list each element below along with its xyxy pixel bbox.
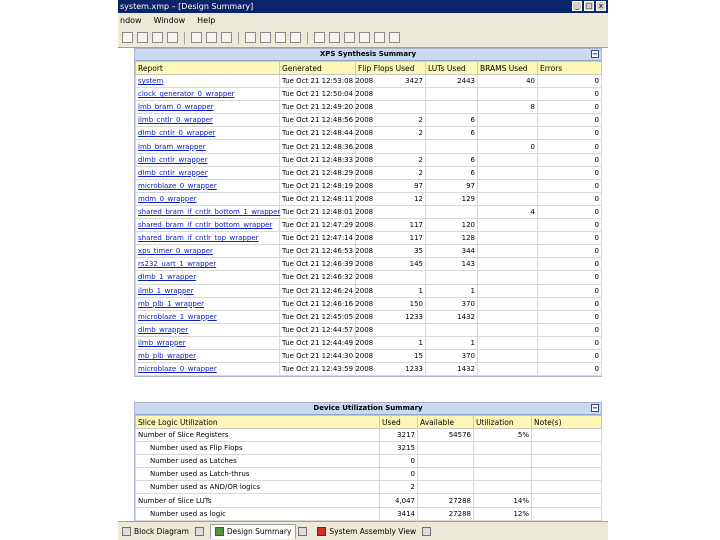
xps-report-row [136, 258, 602, 271]
xps-errors-cell: 0 [538, 310, 602, 323]
device-available-cell [418, 481, 474, 494]
xps-flip-flops-cell: 2 [356, 153, 426, 166]
device-label-cell: Number of Slice Registers [136, 429, 380, 442]
xps-flip-flops-cell: 1233 [356, 310, 426, 323]
close-button[interactable]: x [596, 1, 606, 11]
xps-report-row [136, 271, 602, 284]
xps-report-link[interactable]: lmb_bram_0_wrapper [136, 101, 280, 114]
xps-report-row [136, 127, 602, 140]
toolbar-download-icon[interactable] [275, 32, 286, 43]
xps-brams-cell: 0 [478, 140, 538, 153]
xps-report-row [136, 336, 602, 349]
xps-brams-cell: 4 [478, 205, 538, 218]
tab-label: Design Summary [226, 527, 292, 536]
device-note-cell [532, 429, 602, 442]
device-util-cell: 12% [474, 507, 532, 520]
xps-report-link[interactable]: mdm_0_wrapper [136, 192, 280, 205]
xps-report-row [136, 179, 602, 192]
xps-brams-cell [478, 284, 538, 297]
xps-col-header[interactable]: Flip Flops Used [356, 62, 426, 75]
tab-diagram[interactable] [118, 524, 193, 538]
diagram-icon [122, 527, 131, 536]
xps-generated-cell: Tue Oct 21 12:46:53 2008 [280, 245, 356, 258]
app-window [118, 0, 608, 540]
toolbar-tile-v-icon[interactable] [344, 32, 355, 43]
xps-errors-cell: 0 [538, 258, 602, 271]
xps-flip-flops-cell: 117 [356, 219, 426, 232]
toolbar-find-icon[interactable] [221, 32, 232, 43]
xps-luts-cell [426, 140, 478, 153]
xps-errors-cell: 0 [538, 101, 602, 114]
device-available-cell [418, 455, 474, 468]
device-util-row [136, 507, 602, 520]
menu-bar [118, 13, 608, 28]
xps-luts-cell [426, 323, 478, 336]
device-collapse-button[interactable]: − [592, 404, 598, 412]
xps-errors-cell: 0 [538, 336, 602, 349]
device-used-cell: 0 [380, 468, 418, 481]
device-label-cell: Number used as Latches [136, 455, 380, 468]
toolbar-paste-icon[interactable] [206, 32, 217, 43]
xps-col-header[interactable]: BRAMS Used [478, 62, 538, 75]
device-util-row [136, 442, 602, 455]
xps-report-row [136, 101, 602, 114]
toolbar-run-icon[interactable] [245, 32, 256, 43]
xps-brams-cell [478, 192, 538, 205]
xps-generated-cell: Tue Oct 21 12:43:59 2008 [280, 363, 356, 376]
xps-luts-cell: 1 [426, 284, 478, 297]
xps-report-link[interactable]: microblaze_1_wrapper [136, 310, 280, 323]
xps-generated-cell: Tue Oct 21 12:47:29 2008 [280, 219, 356, 232]
toolbar-new-icon[interactable] [122, 32, 133, 43]
xps-luts-cell: 129 [426, 192, 478, 205]
device-available-cell: 27288 [418, 494, 474, 507]
xps-flip-flops-cell: 150 [356, 297, 426, 310]
xps-errors-cell: 0 [538, 297, 602, 310]
xps-report-link[interactable]: dlmb_cntlr_wrapper [136, 166, 280, 179]
device-col-header: Utilization [474, 416, 532, 429]
xps-brams-cell: 8 [478, 101, 538, 114]
xps-luts-cell: 6 [426, 166, 478, 179]
device-utilization-panel [134, 402, 602, 522]
xps-report-link[interactable]: shared_bram_if_cntlr_bottom_1_wrapper [136, 205, 280, 218]
xps-report-link[interactable]: dlmb_1_wrapper [136, 271, 280, 284]
device-used-cell: 0 [380, 455, 418, 468]
xps-luts-cell [426, 205, 478, 218]
device-util-cell [474, 455, 532, 468]
xps-generated-cell: Tue Oct 21 12:46:24 2008 [280, 284, 356, 297]
xps-generated-cell: Tue Oct 21 12:47:14 2008 [280, 232, 356, 245]
xps-report-row [136, 114, 602, 127]
menu-window[interactable]: Window [153, 16, 186, 25]
device-used-cell: 3217 [380, 429, 418, 442]
toolbar [118, 28, 608, 48]
xps-errors-cell: 0 [538, 166, 602, 179]
menu-window-partial[interactable]: ndow [120, 16, 142, 25]
xps-generated-cell: Tue Oct 21 12:44:30 2008 [280, 349, 356, 362]
device-note-cell [532, 455, 602, 468]
xps-generated-cell: Tue Oct 21 12:44:57 2008 [280, 323, 356, 336]
xps-brams-cell [478, 310, 538, 323]
toolbar-separator [238, 32, 239, 44]
xps-flip-flops-cell: 35 [356, 245, 426, 258]
maximize-button[interactable]: □ [585, 2, 593, 10]
device-col-header: Used [380, 416, 418, 429]
device-util-cell [474, 481, 532, 494]
minimize-button[interactable]: _ [572, 1, 582, 11]
device-available-cell [418, 468, 474, 481]
xps-generated-cell: Tue Oct 21 12:48:36 2008 [280, 140, 356, 153]
xps-errors-cell: 0 [538, 140, 602, 153]
tab-label: System Assembly View [329, 526, 417, 536]
xps-errors-cell: 0 [538, 245, 602, 258]
toolbar-zoom-icon[interactable] [314, 32, 325, 43]
tab-label: Block Diagram [134, 526, 189, 536]
device-note-cell [532, 481, 602, 494]
xps-errors-cell: 0 [538, 179, 602, 192]
xps-errors-cell: 0 [538, 349, 602, 362]
xps-luts-cell: 6 [426, 127, 478, 140]
xps-brams-cell [478, 245, 538, 258]
xps-luts-cell: 370 [426, 349, 478, 362]
xps-report-row [136, 349, 602, 362]
xps-report-row [136, 284, 602, 297]
device-col-header: Available [418, 416, 474, 429]
xps-brams-cell [478, 179, 538, 192]
xps-generated-cell: Tue Oct 21 12:46:32 2008 [280, 271, 356, 284]
xps-luts-cell: 2443 [426, 75, 478, 88]
xps-brams-cell [478, 336, 538, 349]
toolbar-check-icon[interactable] [290, 32, 301, 43]
xps-errors-cell: 0 [538, 205, 602, 218]
xps-luts-cell: 120 [426, 219, 478, 232]
device-util-row [136, 468, 602, 481]
xps-luts-cell: 1432 [426, 310, 478, 323]
xps-report-link[interactable]: microblaze_0_wrapper [136, 363, 280, 376]
xps-report-row [136, 153, 602, 166]
xps-generated-cell: Tue Oct 21 12:53:08 2008 [280, 75, 356, 88]
xps-flip-flops-cell: 1233 [356, 363, 426, 376]
device-util-row [136, 429, 602, 442]
xps-errors-cell: 0 [538, 363, 602, 376]
xps-errors-cell: 0 [538, 127, 602, 140]
xps-report-link[interactable]: dlmb_cntlr_wrapper [136, 153, 280, 166]
device-label-cell: Number used as Latch-thrus [136, 468, 380, 481]
tab-close-icon[interactable] [422, 527, 431, 536]
device-used-cell: 4,047 [380, 494, 418, 507]
xps-col-header[interactable]: Generated [280, 62, 356, 75]
xps-luts-cell: 6 [426, 114, 478, 127]
xps-errors-cell: 0 [538, 114, 602, 127]
xps-errors-cell: 0 [538, 232, 602, 245]
toolbar-save-icon[interactable] [137, 32, 148, 43]
xps-generated-cell: Tue Oct 21 12:48:44 2008 [280, 127, 356, 140]
xps-report-link[interactable]: mb_plb_wrapper [136, 349, 280, 362]
xps-report-link[interactable]: clock_generator_0_wrapper [136, 88, 280, 101]
device-used-cell: 3215 [380, 442, 418, 455]
device-util-cell: 5% [474, 429, 532, 442]
xps-collapse-button[interactable]: − [592, 50, 598, 58]
device-util-cell [474, 442, 532, 455]
xps-report-link[interactable]: ilmb_cntlr_0_wrapper [136, 114, 280, 127]
xps-report-row [136, 310, 602, 323]
xps-report-row [136, 245, 602, 258]
xps-generated-cell: Tue Oct 21 12:44:49 2008 [280, 336, 356, 349]
xps-report-row [136, 323, 602, 336]
xps-luts-cell: 370 [426, 297, 478, 310]
device-util-row [136, 494, 602, 507]
xps-luts-cell: 97 [426, 179, 478, 192]
toolbar-edit-icon[interactable] [167, 32, 178, 43]
toolbar-layout-1-icon[interactable] [359, 32, 370, 43]
xps-brams-cell [478, 88, 538, 101]
device-util-cell [474, 468, 532, 481]
xps-report-link[interactable]: shared_bram_if_cntlr_top_wrapper [136, 232, 280, 245]
xps-flip-flops-cell: 3427 [356, 75, 426, 88]
xps-report-row [136, 192, 602, 205]
device-note-cell [532, 494, 602, 507]
xps-luts-cell: 1432 [426, 363, 478, 376]
assembly-icon [317, 527, 326, 536]
device-note-cell [532, 507, 602, 520]
title-bar [118, 0, 608, 13]
xps-generated-cell: Tue Oct 21 12:49:20 2008 [280, 101, 356, 114]
device-available-cell [418, 442, 474, 455]
toolbar-layout-2-icon[interactable] [374, 32, 385, 43]
xps-flip-flops-cell: 1 [356, 284, 426, 297]
xps-col-header[interactable]: LUTs Used [426, 62, 478, 75]
toolbar-separator [184, 32, 185, 44]
xps-brams-cell [478, 232, 538, 245]
xps-report-link[interactable]: shared_bram_if_cntlr_bottom_wrapper [136, 219, 280, 232]
xps-generated-cell: Tue Oct 21 12:48:29 2008 [280, 166, 356, 179]
xps-luts-cell: 1 [426, 336, 478, 349]
device-used-cell: 3414 [380, 507, 418, 520]
toolbar-open-icon[interactable] [152, 32, 163, 43]
xps-generated-cell: Tue Oct 21 12:48:19 2008 [280, 179, 356, 192]
xps-flip-flops-cell: 15 [356, 349, 426, 362]
xps-luts-cell: 143 [426, 258, 478, 271]
device-label-cell: Number of Slice LUTs [136, 494, 380, 507]
xps-col-header[interactable]: Errors [538, 62, 602, 75]
device-available-cell: 27288 [418, 507, 474, 520]
xps-flip-flops-cell: 145 [356, 258, 426, 271]
xps-luts-cell [426, 88, 478, 101]
xps-panel-title: XPS Synthesis Summary [319, 50, 417, 58]
device-panel-title: Device Utilization Summary [313, 404, 423, 412]
xps-report-row [136, 297, 602, 310]
xps-brams-cell [478, 323, 538, 336]
tab-summary[interactable] [210, 524, 297, 539]
xps-generated-cell: Tue Oct 21 12:48:01 2008 [280, 205, 356, 218]
xps-brams-cell [478, 271, 538, 284]
device-util-row [136, 481, 602, 494]
xps-brams-cell [478, 349, 538, 362]
xps-col-header[interactable]: Report [136, 62, 280, 75]
xps-generated-cell: Tue Oct 21 12:46:39 2008 [280, 258, 356, 271]
xps-synthesis-panel [134, 48, 602, 377]
device-used-cell: 2 [380, 481, 418, 494]
toolbar-help-icon[interactable] [389, 32, 400, 43]
device-util-cell: 14% [474, 494, 532, 507]
xps-flip-flops-cell: 12 [356, 192, 426, 205]
tab-close-icon[interactable] [195, 527, 204, 536]
xps-report-row [136, 219, 602, 232]
xps-errors-cell: 0 [538, 88, 602, 101]
toolbar-separator [307, 32, 308, 44]
document-tab-bar [118, 521, 608, 540]
toolbar-build-icon[interactable] [260, 32, 271, 43]
xps-report-link[interactable]: rs232_uart_1_wrapper [136, 258, 280, 271]
xps-brams-cell [478, 219, 538, 232]
xps-generated-cell: Tue Oct 21 12:48:33 2008 [280, 153, 356, 166]
device-col-header: Note(s) [532, 416, 602, 429]
xps-flip-flops-cell: 2 [356, 166, 426, 179]
tab-close-icon[interactable] [298, 527, 307, 536]
xps-errors-cell: 0 [538, 271, 602, 284]
xps-luts-cell: 344 [426, 245, 478, 258]
window-title: system.xmp – [Design Summary] [120, 2, 254, 11]
xps-generated-cell: Tue Oct 21 12:46:16 2008 [280, 297, 356, 310]
xps-brams-cell [478, 153, 538, 166]
xps-report-link[interactable]: dlmb_wrapper [136, 323, 280, 336]
xps-report-link[interactable]: ilmb_1_wrapper [136, 284, 280, 297]
device-note-cell [532, 468, 602, 481]
xps-luts-cell [426, 271, 478, 284]
xps-generated-cell: Tue Oct 21 12:48:11 2008 [280, 192, 356, 205]
xps-flip-flops-cell: 117 [356, 232, 426, 245]
xps-errors-cell: 0 [538, 284, 602, 297]
xps-report-link[interactable]: lmb_bram_wrapper [136, 140, 280, 153]
xps-report-row [136, 88, 602, 101]
device-available-cell: 54576 [418, 429, 474, 442]
xps-brams-cell [478, 258, 538, 271]
device-label-cell: Number used as AND/OR logics [136, 481, 380, 494]
device-col-header: Slice Logic Utilization [136, 416, 380, 429]
xps-report-row [136, 166, 602, 179]
xps-panel-header [135, 49, 601, 61]
xps-brams-cell [478, 363, 538, 376]
xps-luts-cell: 6 [426, 153, 478, 166]
xps-report-row [136, 363, 602, 376]
xps-flip-flops-cell: 1 [356, 336, 426, 349]
xps-errors-cell: 0 [538, 219, 602, 232]
menu-help[interactable]: Help [197, 16, 216, 25]
xps-table [135, 61, 602, 376]
xps-report-row [136, 232, 602, 245]
xps-report-link[interactable]: ilmb_wrapper [136, 336, 280, 349]
xps-generated-cell: Tue Oct 21 12:50:04 2008 [280, 88, 356, 101]
xps-brams-cell [478, 166, 538, 179]
xps-errors-cell: 0 [538, 153, 602, 166]
xps-report-row [136, 205, 602, 218]
xps-luts-cell: 128 [426, 232, 478, 245]
xps-brams-cell [478, 114, 538, 127]
xps-generated-cell: Tue Oct 21 12:48:56 2008 [280, 114, 356, 127]
device-panel-header [135, 403, 601, 415]
device-util-row [136, 455, 602, 468]
xps-report-link[interactable]: xps_timer_0_wrapper [136, 245, 280, 258]
xps-errors-cell: 0 [538, 75, 602, 88]
toolbar-copy-icon[interactable] [191, 32, 202, 43]
device-table [135, 415, 602, 521]
tab-assembly[interactable] [313, 524, 420, 538]
xps-brams-cell [478, 297, 538, 310]
xps-errors-cell: 0 [538, 192, 602, 205]
xps-report-link[interactable]: mb_plb_1_wrapper [136, 297, 280, 310]
xps-flip-flops-cell: 2 [356, 127, 426, 140]
xps-luts-cell [426, 101, 478, 114]
summary-icon [215, 527, 224, 536]
toolbar-tile-h-icon[interactable] [329, 32, 340, 43]
xps-flip-flops-cell: 97 [356, 179, 426, 192]
xps-report-row [136, 75, 602, 88]
xps-generated-cell: Tue Oct 21 12:45:05 2008 [280, 310, 356, 323]
device-label-cell: Number used as logic [136, 507, 380, 520]
xps-report-link[interactable]: system [136, 75, 280, 88]
xps-brams-cell: 40 [478, 75, 538, 88]
xps-report-row [136, 140, 602, 153]
device-note-cell [532, 442, 602, 455]
xps-brams-cell [478, 127, 538, 140]
device-label-cell: Number used as Flip Flops [136, 442, 380, 455]
xps-report-link[interactable]: microblaze_0_wrapper [136, 179, 280, 192]
xps-report-link[interactable]: dlmb_cntlr_0_wrapper [136, 127, 280, 140]
xps-flip-flops-cell: 2 [356, 114, 426, 127]
xps-errors-cell: 0 [538, 323, 602, 336]
